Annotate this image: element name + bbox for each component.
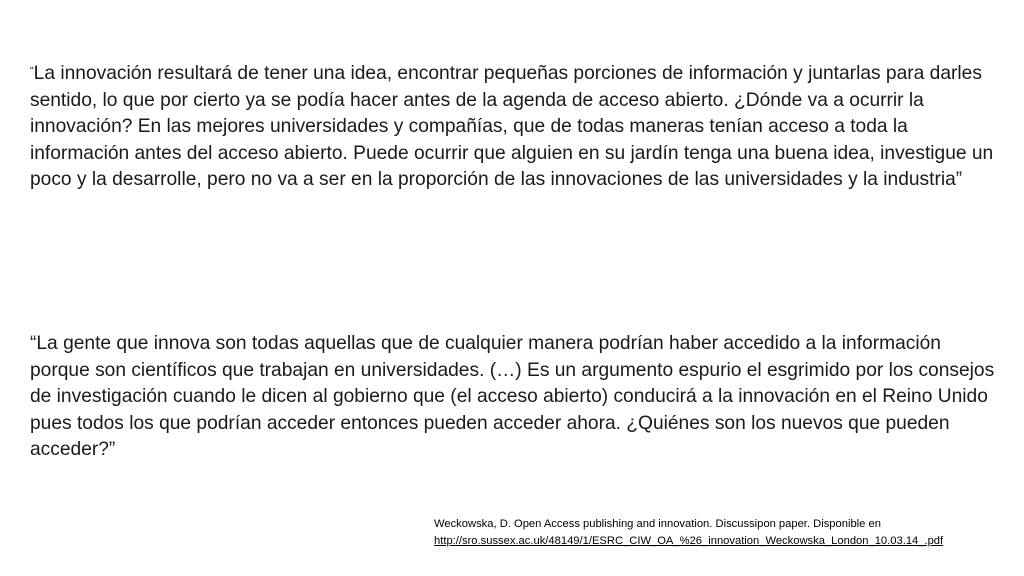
quote-2	[30, 331, 998, 464]
quote-1-open-mark: “	[30, 65, 34, 77]
quote-1-text: La innovación resultará de tener una idea, encontrar pequeñas porciones de información y juntarlas para darles sentido, lo que por cierto ya se podía hacer antes de la agenda de acceso abierto. ¿Dónde va a ocurrir la innovación? En las mejores universidades y compañías, que de todas maneras tenían acceso a toda la información antes del acceso abierto. Puede ocurrir que alguien en su jardín tenga una buena idea, investigue un poco y la desarrolle, pero no va a ser en la proporción de las innovaciones de las universidades y la industria”	[30, 63, 994, 191]
citation	[434, 516, 1024, 550]
citation-text: Weckowska, D. Open Access publishing and innovation. Discussipon paper. Disponible en	[434, 518, 881, 530]
quote-2-text: “La gente que innova son todas aquellas que de cualquier manera podrían haber accedido a la información porque son científicos que trabajan en universidades. (…) Es un argumento espurio el esgrimido por los consejos de investigación cuando le dicen al gobierno que (el acceso abierto) conducirá a la innovación en el Reino Unido pues todos los que podrían acceder entonces pueden acceder ahora. ¿Quiénes son los nuevos que pueden acceder?”	[30, 333, 995, 461]
citation-link[interactable]: http://sro.sussex.ac.uk/48149/1/ESRC_CIW_OA_%26_innovation_Weckowska_London_10.03.14_.pdf	[434, 535, 944, 547]
quote-1	[30, 58, 998, 194]
